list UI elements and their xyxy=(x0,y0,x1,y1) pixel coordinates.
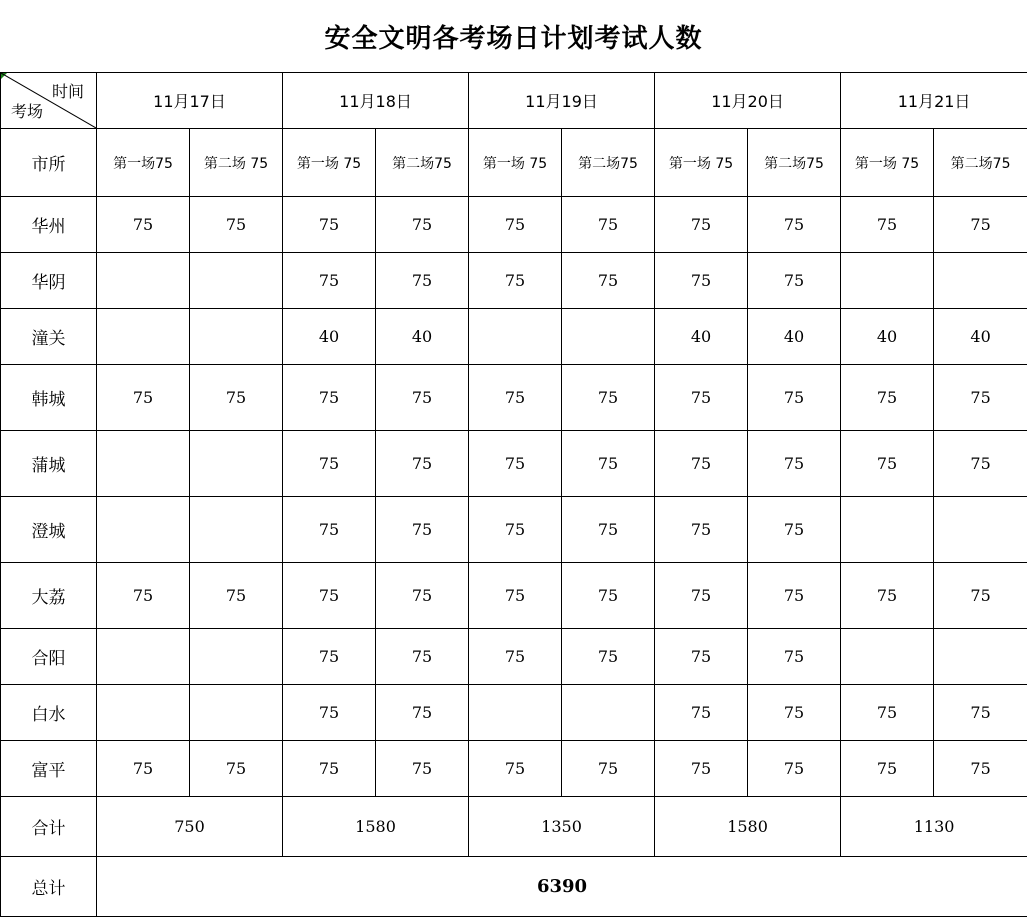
count-cell: 75 xyxy=(376,197,469,253)
subtotal-label: 合计 xyxy=(1,797,97,857)
count-cell: 75 xyxy=(655,741,748,797)
count-cell: 75 xyxy=(748,253,841,309)
count-cell: 75 xyxy=(934,563,1027,629)
count-cell: 75 xyxy=(748,563,841,629)
count-cell: 75 xyxy=(562,563,655,629)
session-header: 第二场75 xyxy=(376,129,469,197)
count-cell: 75 xyxy=(376,741,469,797)
count-cell xyxy=(934,253,1027,309)
count-cell: 75 xyxy=(748,685,841,741)
corner-label-time: 时间 xyxy=(51,82,84,101)
count-cell: 75 xyxy=(97,365,190,431)
count-cell: 75 xyxy=(97,741,190,797)
count-cell: 75 xyxy=(748,629,841,685)
count-cell: 75 xyxy=(655,685,748,741)
venue-name: 澄城 xyxy=(1,497,97,563)
subtotal-value: 750 xyxy=(97,797,283,857)
count-cell xyxy=(469,309,562,365)
count-cell: 75 xyxy=(376,629,469,685)
count-cell xyxy=(97,431,190,497)
count-cell: 75 xyxy=(376,253,469,309)
session-header: 第二场75 xyxy=(562,129,655,197)
venue-name: 白水 xyxy=(1,685,97,741)
count-cell: 75 xyxy=(748,197,841,253)
exam-schedule-table xyxy=(0,72,1027,917)
row-header-label: 市所 xyxy=(1,129,97,197)
date-header: 11月19日 xyxy=(469,73,655,129)
subtotal-value: 1350 xyxy=(469,797,655,857)
count-cell: 75 xyxy=(841,741,934,797)
count-cell: 75 xyxy=(841,365,934,431)
table-row xyxy=(1,365,1027,431)
date-header-row xyxy=(1,73,1027,129)
count-cell: 75 xyxy=(748,431,841,497)
count-cell: 75 xyxy=(934,197,1027,253)
date-header: 11月20日 xyxy=(655,73,841,129)
count-cell: 75 xyxy=(469,197,562,253)
count-cell: 40 xyxy=(748,309,841,365)
date-header: 11月17日 xyxy=(97,73,283,129)
count-cell: 75 xyxy=(376,365,469,431)
count-cell: 75 xyxy=(283,365,376,431)
count-cell xyxy=(469,685,562,741)
session-header: 第二场 75 xyxy=(190,129,283,197)
count-cell: 75 xyxy=(469,253,562,309)
table-row xyxy=(1,197,1027,253)
count-cell: 40 xyxy=(655,309,748,365)
count-cell: 75 xyxy=(841,197,934,253)
subtotal-value: 1580 xyxy=(655,797,841,857)
count-cell: 75 xyxy=(655,497,748,563)
count-cell: 75 xyxy=(655,197,748,253)
count-cell: 75 xyxy=(190,741,283,797)
count-cell xyxy=(97,309,190,365)
count-cell: 75 xyxy=(376,431,469,497)
count-cell: 75 xyxy=(562,365,655,431)
session-header: 第一场75 xyxy=(97,129,190,197)
count-cell: 75 xyxy=(562,197,655,253)
count-cell: 75 xyxy=(283,431,376,497)
count-cell xyxy=(190,431,283,497)
count-cell xyxy=(841,253,934,309)
grand-total-label: 总计 xyxy=(1,857,97,917)
count-cell: 75 xyxy=(562,253,655,309)
count-cell xyxy=(190,629,283,685)
count-cell: 75 xyxy=(841,563,934,629)
count-cell xyxy=(190,309,283,365)
count-cell: 75 xyxy=(97,563,190,629)
count-cell: 75 xyxy=(748,365,841,431)
count-cell: 75 xyxy=(469,497,562,563)
count-cell: 75 xyxy=(190,197,283,253)
count-cell: 75 xyxy=(841,431,934,497)
count-cell: 75 xyxy=(934,431,1027,497)
count-cell: 75 xyxy=(841,685,934,741)
session-header: 第一场 75 xyxy=(469,129,562,197)
table-row xyxy=(1,497,1027,563)
count-cell: 40 xyxy=(934,309,1027,365)
count-cell: 75 xyxy=(934,741,1027,797)
count-cell: 75 xyxy=(469,629,562,685)
session-header: 第二场75 xyxy=(934,129,1027,197)
subtotal-value: 1130 xyxy=(841,797,1027,857)
count-cell: 75 xyxy=(655,431,748,497)
count-cell xyxy=(190,253,283,309)
count-cell: 75 xyxy=(283,741,376,797)
session-header: 第一场 75 xyxy=(655,129,748,197)
session-header-row xyxy=(1,129,1027,197)
count-cell: 75 xyxy=(469,741,562,797)
count-cell: 75 xyxy=(190,365,283,431)
venue-name: 潼关 xyxy=(1,309,97,365)
count-cell xyxy=(97,629,190,685)
count-cell xyxy=(841,497,934,563)
count-cell: 75 xyxy=(283,629,376,685)
count-cell: 75 xyxy=(562,741,655,797)
page-title: 安全文明各考场日计划考试人数 xyxy=(324,23,703,54)
count-cell xyxy=(97,497,190,563)
venue-name: 韩城 xyxy=(1,365,97,431)
count-cell: 75 xyxy=(562,431,655,497)
count-cell: 75 xyxy=(97,197,190,253)
session-header: 第一场 75 xyxy=(841,129,934,197)
date-header: 11月18日 xyxy=(283,73,469,129)
venue-name: 合阳 xyxy=(1,629,97,685)
session-header: 第一场 75 xyxy=(283,129,376,197)
corner-header-cell xyxy=(1,73,97,129)
count-cell: 75 xyxy=(376,497,469,563)
count-cell: 75 xyxy=(376,685,469,741)
count-cell xyxy=(190,685,283,741)
count-cell xyxy=(190,497,283,563)
count-cell: 75 xyxy=(562,497,655,563)
count-cell xyxy=(562,309,655,365)
count-cell: 40 xyxy=(283,309,376,365)
count-cell xyxy=(97,685,190,741)
count-cell: 75 xyxy=(655,253,748,309)
subtotal-row xyxy=(1,797,1027,857)
count-cell: 75 xyxy=(283,197,376,253)
count-cell: 75 xyxy=(469,365,562,431)
venue-name: 蒲城 xyxy=(1,431,97,497)
count-cell: 75 xyxy=(934,685,1027,741)
table-row xyxy=(1,253,1027,309)
count-cell: 75 xyxy=(283,253,376,309)
count-cell: 75 xyxy=(655,563,748,629)
grand-total-row xyxy=(1,857,1027,917)
subtotal-value: 1580 xyxy=(283,797,469,857)
count-cell: 75 xyxy=(469,431,562,497)
venue-name: 富平 xyxy=(1,741,97,797)
session-header: 第二场75 xyxy=(748,129,841,197)
count-cell: 75 xyxy=(748,497,841,563)
count-cell xyxy=(562,685,655,741)
grand-total-value: 6390 xyxy=(97,857,1027,917)
venue-name: 华阴 xyxy=(1,253,97,309)
venue-name: 华州 xyxy=(1,197,97,253)
table-row xyxy=(1,563,1027,629)
count-cell: 75 xyxy=(934,365,1027,431)
count-cell: 75 xyxy=(190,563,283,629)
table-row xyxy=(1,629,1027,685)
count-cell: 40 xyxy=(376,309,469,365)
count-cell: 75 xyxy=(469,563,562,629)
count-cell: 75 xyxy=(748,741,841,797)
table-row xyxy=(1,741,1027,797)
count-cell: 75 xyxy=(655,365,748,431)
count-cell xyxy=(934,629,1027,685)
table-row xyxy=(1,309,1027,365)
count-cell: 75 xyxy=(283,563,376,629)
table-row xyxy=(1,431,1027,497)
date-header: 11月21日 xyxy=(841,73,1027,129)
venue-name: 大荔 xyxy=(1,563,97,629)
count-cell: 75 xyxy=(562,629,655,685)
corner-label-venue: 考场 xyxy=(11,102,44,121)
count-cell: 40 xyxy=(841,309,934,365)
count-cell xyxy=(934,497,1027,563)
table-row xyxy=(1,685,1027,741)
count-cell: 75 xyxy=(655,629,748,685)
count-cell xyxy=(841,629,934,685)
count-cell: 75 xyxy=(376,563,469,629)
count-cell xyxy=(97,253,190,309)
count-cell: 75 xyxy=(283,685,376,741)
count-cell: 75 xyxy=(283,497,376,563)
